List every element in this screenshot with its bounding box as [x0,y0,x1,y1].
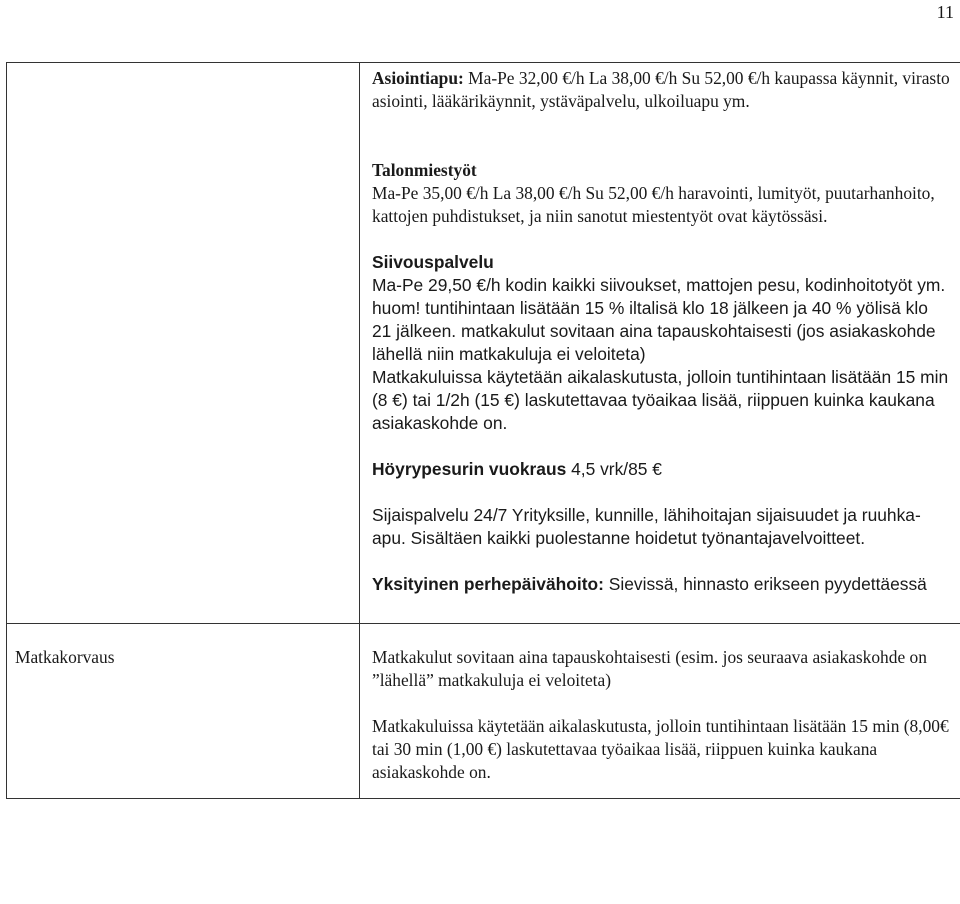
talonmiestyot-text: Ma-Pe 35,00 €/h La 38,00 €/h Su 52,00 €/h haravointi, lumityöt, puutarhanhoito, kattojen puhdistukset, ja niin sanotut miestentyöt ovat käytössäsi. [372,183,935,226]
services-label-cell [7,63,360,624]
hoyrypesuri-section [372,458,952,481]
matkakorvaus-row [7,624,960,799]
siivouspalvelu-text [372,274,952,366]
matkakorvaus-para2: Matkakuluissa käytetään aikalaskutusta, jolloin tuntihintaan lisätään 15 min (8,00€ tai 30 min (1,00 €) laskutettavaa työaikaa lisää, riippuen kuinka kaukana asiakaskohde on. [372,716,949,782]
page-number: 11 [936,2,954,22]
services-row [7,63,960,624]
matkakorvaus-cell [360,624,960,799]
matkakorvaus-label-cell [7,624,360,799]
siivouspalvelu-line2: matkakulut sovitaan aina tapauskohtaisesti (jos asiakaskohde lähellä niin matkakuluja ei veloiteta) [372,321,936,364]
asiointiapu-text: Ma-Pe 32,00 €/h La 38,00 €/h Su 52,00 €/h kaupassa käynnit, virasto asiointi, lääkärikäynnit, ystäväpalvelu, ulkoiluapu ym. [372,68,950,111]
asiointiapu-title: Asiointiapu: [372,68,464,88]
siivouspalvelu-line1: Ma-Pe 29,50 €/h kodin kaikki siivoukset, mattojen pesu, kodinhoitotyöt ym. huom! tuntihintaan lisätään 15 % iltalisä klo 18 jälkeen ja 40 % yölisä klo 21 jälkeen. [372,275,946,341]
perhepaivahoito-text: Sievissä, hinnasto erikseen pyydettäessä [603,574,927,594]
hoyrypesuri-text: 4,5 vrk/85 € [566,459,662,479]
price-table [6,62,960,799]
services-cell [360,63,960,624]
talonmiestyot-title: Talonmiestyöt [372,160,477,180]
matkakorvaus-para1: Matkakulut sovitaan aina tapauskohtaisesti (esim. jos seuraava asiakaskohde on ”lähellä” matkakuluja ei veloiteta) [372,647,927,690]
asiointiapu-section [372,67,952,113]
siivouspalvelu-title-line [372,251,952,274]
siivouspalvelu-title: Siivouspalvelu [372,252,494,272]
talonmiestyot-section [372,159,952,182]
matkakorvaus-label: Matkakorvaus [15,647,115,667]
siivouspalvelu-line3: Matkakuluissa käytetään aikalaskutusta, jolloin tuntihintaan lisätään 15 min (8 €) tai 1/2h (15 €) laskutettavaa työaikaa lisää, riippuen kuinka kaukana asiakaskohde on. [372,367,949,433]
perhepaivahoito-section [372,573,952,596]
perhepaivahoito-title: Yksityinen perhepäivähoito: [372,574,604,594]
sijaispalvelu-text: Sijaispalvelu 24/7 Yrityksille, kunnille, lähihoitajan sijaisuudet ja ruuhka-apu. Sisältäen kaikki puolestanne hoidetut työnantajavelvoitteet. [372,505,921,548]
hoyrypesuri-title: Höyrypesurin vuokraus [372,459,567,479]
